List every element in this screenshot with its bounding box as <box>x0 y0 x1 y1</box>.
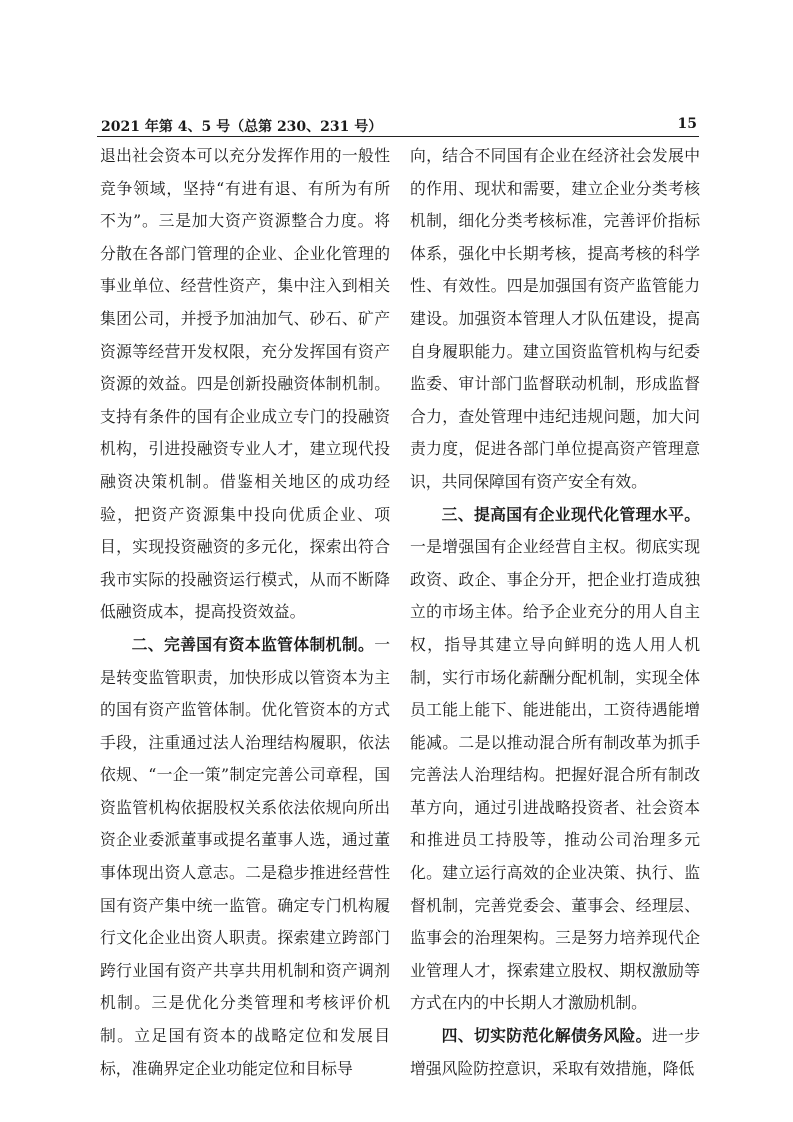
section-3-paragraph <box>410 499 700 1021</box>
section-2-paragraph <box>100 629 390 1085</box>
paragraph-text: 一是转变监管职责，加快形成以管资本为主的国有资产监管体制。优化管资本的方式手段，注重通过法人治理结构履职，依法依规、“一企一策”制定完善公司章程，国资监管机构依据股权关系依法依规向所出资企业委派董事或提名董事人选，通过董事体现出资人意志。二是稳步推进经营性国有资产集中统一监管。确定专门机构履行文化企业出资人职责。探索建立跨部门跨行业国有资产共享共用机制和资产调剂机制。三是优化分类管理和考核评价机制。立足国有资本的战略定位和发展目标，准确界定企业功能定位和目标导 <box>100 634 390 1078</box>
right-column <box>410 140 700 1085</box>
paragraph-text: 进一步增强风险防控意识，采取有效措施，降低 <box>410 1026 700 1078</box>
section-heading-3: 三、提高国有企业现代化管理水平。 <box>441 504 700 524</box>
section-4-paragraph <box>410 1020 700 1085</box>
paragraph-text: 一是增强国有企业经营自主权。彻底实现政资、政企、事企分开，把企业打造成独立的市场主体。给予企业充分的用人自主权，指导其建立导向鲜明的选人用人机制，实行市场化薪酬分配机制，实现全体员工能上能下、能进能出，工资待遇能增能减。二是以推动混合所有制改革为抓手完善法人治理结构。把握好混合所有制改革方向，通过引进战略投资者、社会资本和推进员工持股等，推动公司治理多元化。建立运行高效的企业决策、执行、监督机制，完善党委会、董事会、经理层、监事会的治理架构。三是努力培养现代企业管理人才，探索建立股权、期权激励等方式在内的中长期人才激励机制。 <box>410 537 700 1013</box>
page-number: 15 <box>677 116 697 132</box>
issue-label: 2021 年第 4、5 号（总第 230、231 号） <box>101 119 383 135</box>
section-heading-2: 二、完善国有资本监管体制机制。 <box>131 634 375 654</box>
running-header <box>97 116 699 137</box>
paragraph: 退出社会资本可以充分发挥作用的一般性竞争领域，坚持“有进有退、有所为有所不为”。三是加大资产资源整合力度。将分散在各部门管理的企业、企业化管理的事业单位、经营性资产，集中注入到相关集团公司，并授予加油加气、砂石、矿产资源等经营开发权限，充分发挥国有资产资源的效益。四是创新投融资体制机制。支持有条件的国有企业成立专门的投融资机构，引进投融资专业人才，建立现代投融资决策机制。借鉴相关地区的成功经验，把资产资源集中投向优质企业、项目，实现投资融资的多元化，探索出符合我市实际的投融资运行模式，从而不断降低融资成本，提高投资效益。 <box>100 146 390 622</box>
section-heading-4: 四、切实防范化解债务风险。 <box>441 1026 652 1046</box>
paragraph: 向，结合不同国有企业在经济社会发展中的作用、现状和需要，建立企业分类考核机制，细化分类考核标准，完善评价指标体系，强化中长期考核，提高考核的科学性、有效性。四是加强国有资产监管能力建设。加强资本管理人才队伍建设，提高自身履职能力。建立国资监管机构与纪委监委、审计部门监督联动机制，形成监督合力，查处管理中违纪违规问题，加大问责力度，促进各部门单位提高资产管理意识，共同保障国有资产安全有效。 <box>410 146 700 491</box>
left-column <box>100 140 390 1085</box>
